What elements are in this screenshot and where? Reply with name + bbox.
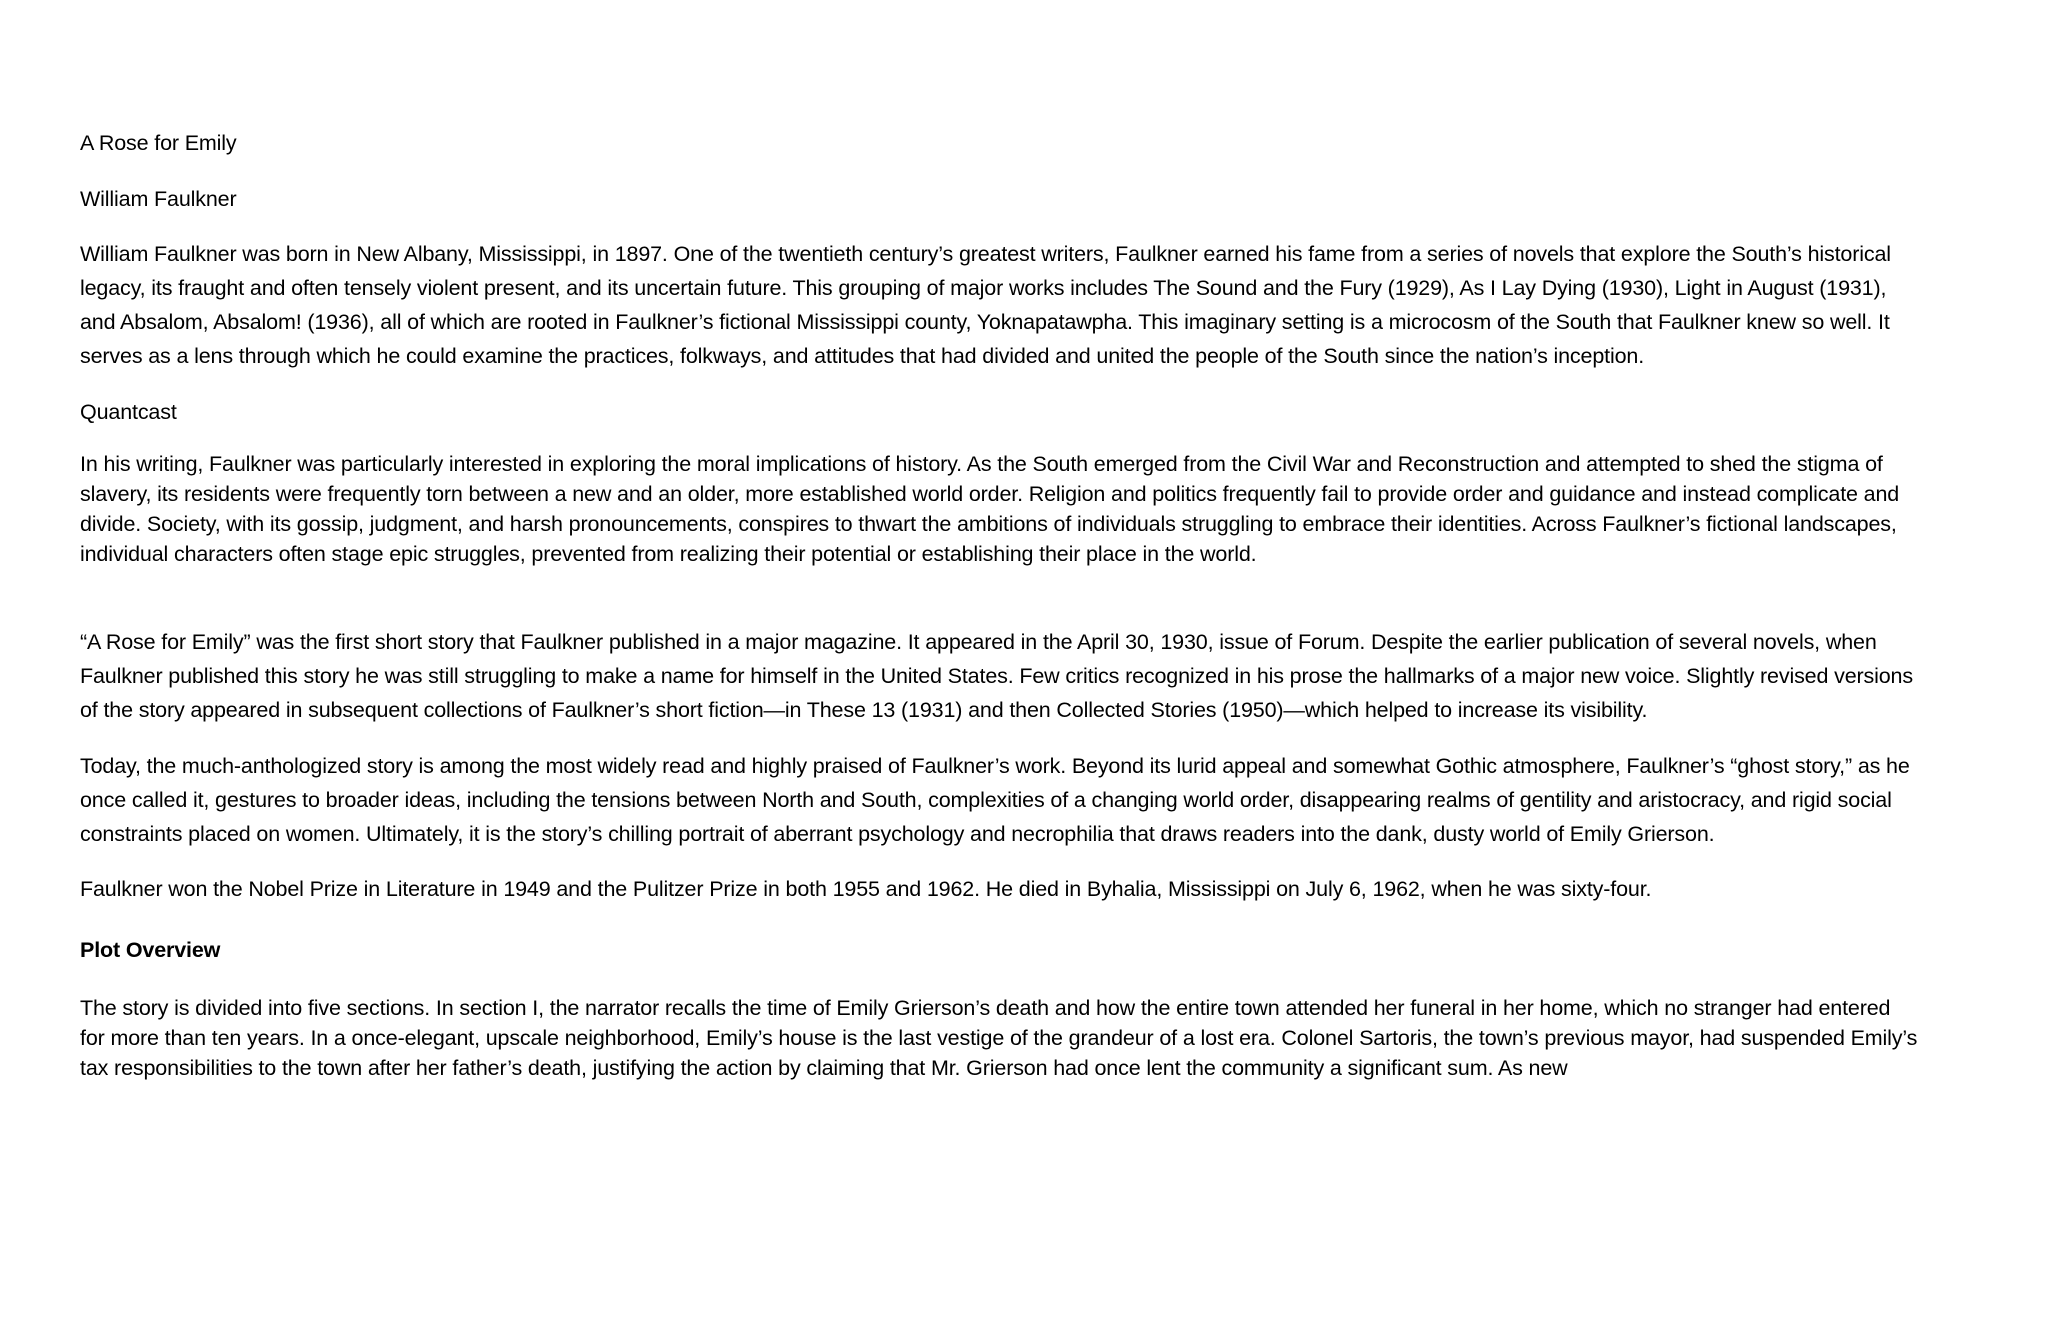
plot-overview-paragraph: The story is divided into five sections. In section I, the narrator recalls the time of Emily Grierson’s death and how the entire town attended her funeral in her home, which no stranger had entered for more than ten years. In a once-elegant, upscale neighborhood, Emily’s house is the last vestige of the grandeur of a lost era. Colonel Sartoris, the town’s previous mayor, had suspended Emily’s tax responsibilities to the town after her father’s death, justifying the action by claiming that Mr. Grierson had once lent the community a significant sum. As new (80, 996, 1918, 1080)
awards-paragraph: Faulkner won the Nobel Prize in Literature in 1949 and the Pulitzer Prize in both 1955 and 1962. He died in Byhalia, Mississippi on July 6, 1962, when he was sixty-four. (80, 877, 1652, 901)
themes-paragraph: In his writing, Faulkner was particularly interested in exploring the moral implications of history. As the South emerged from the Civil War and Reconstruction and attempted to shed the stigma of slavery, its residents were frequently torn between a new and an older, more established world order. Religion and politics frequently fail to provide order and guidance and instead complicate and divide. Society, with its gossip, judgment, and harsh pronouncements, conspires to thwart the ambitions of individuals struggling to embrace their identities. Across Faulkner’s fictional landscapes, individual characters often stage epic struggles, prevented from realizing their potential or establishing their place in the world. (80, 452, 1900, 566)
document-page (80, 126, 1920, 1083)
plot-overview-heading: Plot Overview (80, 938, 221, 962)
biography-paragraph: William Faulkner was born in New Albany, Mississippi, in 1897. One of the twentieth century’s greatest writers, Faulkner earned his fame from a series of novels that explore the South’s historical legacy, its fraught and often tensely violent present, and its uncertain future. This grouping of major works includes The Sound and the Fury (1929), As I Lay Dying (1930), Light in August (1931), and Absalom, Absalom! (1936), all of which are rooted in Faulkner’s fictional Mississippi county, Yoknapatawpha. This imaginary setting is a microcosm of the South that Faulkner knew so well. It serves as a lens through which he could examine the practices, folkways, and attitudes that had divided and united the people of the South since the nation’s inception. (80, 242, 1891, 368)
publication-paragraph: “A Rose for Emily” was the first short story that Faulkner published in a major magazine. It appeared in the April 30, 1930, issue of Forum. Despite the earlier publication of several novels, when Faulkner published this story he was still struggling to make a name for himself in the United States. Few critics recognized in his prose the hallmarks of a major new voice. Slightly revised versions of the story appeared in subsequent collections of Faulkner’s short fiction—in These 13 (1931) and then Collected Stories (1950)—which helped to increase its visibility. (80, 630, 1913, 722)
reception-paragraph: Today, the much-anthologized story is among the most widely read and highly praised of Faulkner’s work. Beyond its lurid appeal and somewhat Gothic atmosphere, Faulkner’s “ghost story,” as he once called it, gestures to broader ideas, including the tensions between North and South, complexities of a changing world order, disappearing realms of gentility and aristocracy, and rigid social constraints placed on women. Ultimately, it is the story’s chilling portrait of aberrant psychology and necrophilia that draws readers into the dank, dusty world of Emily Grierson. (80, 754, 1910, 846)
quantcast-label: Quantcast (80, 400, 177, 424)
document-author: William Faulkner (80, 187, 237, 211)
document-title: A Rose for Emily (80, 131, 237, 155)
